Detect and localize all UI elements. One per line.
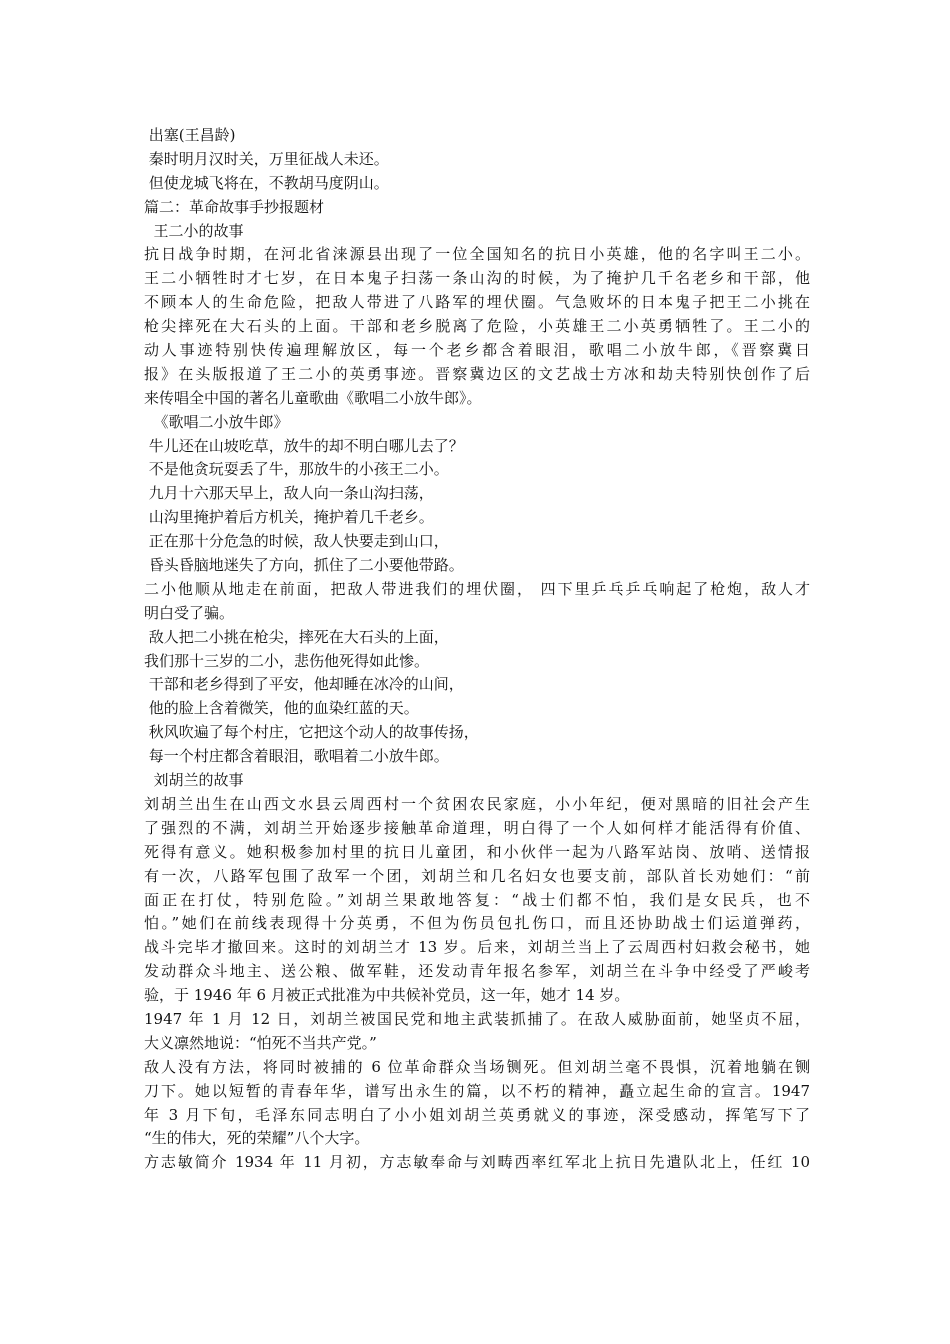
text-line: 敌人没有方法，将同时被捕的 6 位革命群众当场铡死。但刘胡兰毫不畏惧，沉着地躺在铡 bbox=[144, 1057, 810, 1076]
story-title: 刘胡兰的故事 bbox=[144, 771, 244, 790]
text-line: 抗日战争时期，在河北省涞源县出现了一位全国知名的抗日小英雄，他的名字叫王二小。 bbox=[144, 245, 810, 264]
text-line: 秋风吹遍了每个村庄，它把这个动人的故事传扬， bbox=[144, 723, 479, 742]
text-line: 有一次，八路军包围了敌军一个团，刘胡兰和几名妇女也要支前，部队首长劝她们：“前 bbox=[144, 866, 810, 885]
text-line: 刘胡兰出生在山西文水县云周西村一个贫困农民家庭，小小年纪，便对黑暗的旧社会产生 bbox=[144, 794, 810, 813]
text-line: 我们那十三岁的二小，悲伤他死得如此惨。 bbox=[144, 651, 430, 670]
text-line: 大义凛然地说：“怕死不当共产党。” bbox=[144, 1033, 377, 1052]
text-line: 敌人把二小挑在枪尖，摔死在大石头的上面， bbox=[144, 627, 449, 646]
text-line: 正在那十分危急的时候，敌人快要走到山口， bbox=[144, 532, 449, 551]
text-line: 1947 年 1 月 12 日，刘胡兰被国民党和地主武装抓捕了。在敌人威胁面前，她坚贞不屈， bbox=[144, 1009, 810, 1028]
text-line: 报》在头版报道了王二小的英勇事迹。晋察冀边区的文艺战士方冰和劫夫特别快创作了后 bbox=[144, 364, 810, 383]
text-line: 但使龙城飞将在，不教胡马度阴山。 bbox=[144, 173, 389, 192]
document-body bbox=[144, 124, 810, 1175]
text-line: 秦时明月汉时关，万里征战人未还。 bbox=[144, 149, 389, 168]
text-line: 二小他顺从地走在前面，把敌人带进我们的埋伏圈， 四下里乒乓乒乓响起了枪炮，敌人才 bbox=[144, 579, 810, 598]
text-line: “生的伟大，死的荣耀”八个大字。 bbox=[144, 1129, 370, 1148]
text-line: 他的脸上含着微笑，他的血染红蓝的天。 bbox=[144, 699, 419, 718]
text-line: 死得有意义。她积极参加村里的抗日儿童团，和小伙伴一起为八路军站岗、放哨、送情报 bbox=[144, 842, 810, 861]
story-title: 王二小的故事 bbox=[144, 221, 244, 240]
text-line: 枪尖摔死在大石头的上面。干部和老乡脱离了危险，小英雄王二小英勇牺牲了。王二小的 bbox=[144, 317, 810, 336]
text-line: 出塞(王昌龄) bbox=[144, 126, 236, 144]
text-line: 刀下。她以短暂的青春年华，谱写出永生的篇，以不朽的精神，矗立起生命的宣言。1947 bbox=[144, 1081, 810, 1100]
text-line: 方志敏简介 1934 年 11 月初，方志敏奉命与刘畴西率红军北上抗日先遣队北上，任红 10 bbox=[144, 1153, 810, 1172]
text-line: 了强烈的不满，刘胡兰开始逐步接触革命道理，明白得了一个人如何样才能活得有价值、 bbox=[144, 818, 810, 837]
text-line: 战斗完毕才撤回来。这时的刘胡兰才 13 岁。后来，刘胡兰当上了云周西村妇救会秘书，她 bbox=[144, 938, 810, 957]
text-line: 山沟里掩护着后方机关，掩护着几千老乡。 bbox=[144, 508, 434, 527]
text-line: 干部和老乡得到了平安，他却睡在冰冷的山间， bbox=[144, 675, 464, 694]
text-line: 牛儿还在山坡吃草，放牛的却不明白哪儿去了？ bbox=[144, 436, 464, 455]
text-line: 动人事迹特别快传遍理解放区，每一个老乡都含着眼泪，歌唱二小放牛郎，《晋察冀日 bbox=[144, 341, 810, 360]
text-line: 来传唱全中国的著名儿童歌曲《歌唱二小放牛郎》。 bbox=[144, 388, 482, 407]
text-line: 明白受了骗。 bbox=[144, 603, 235, 622]
text-line: 九月十六那天早上，敌人向一条山沟扫荡， bbox=[144, 484, 434, 503]
text-line: 验，于 1946 年 6 月被正式批准为中共候补党员，这一年，她才 14 岁。 bbox=[144, 986, 630, 1005]
text-line: 年 3 月下旬，毛泽东同志明白了小小姐刘胡兰英勇就义的事迹，深受感动，挥笔写下了 bbox=[144, 1105, 810, 1124]
text-line: 发动群众斗地主、送公粮、做军鞋，还发动青年报名参军，刘胡兰在斗争中经受了严峻考 bbox=[144, 962, 810, 981]
song-title: 《歌唱二小放牛郎》 bbox=[144, 412, 289, 431]
text-line: 每一个村庄都含着眼泪，歌唱着二小放牛郎。 bbox=[144, 747, 449, 766]
text-line: 面正在打仗，特别危险。”刘胡兰果敢地答复：“战士们都不怕，我们是女民兵，也不 bbox=[144, 890, 810, 909]
text-line: 昏头昏脑地迷失了方向，抓住了二小要他带路。 bbox=[144, 556, 464, 575]
text-line: 怕。”她们在前线表现得十分英勇，不但为伤员包扎伤口，而且还协助战士们运道弹药， bbox=[144, 914, 810, 933]
text-line: 不是他贪玩耍丢了牛，那放牛的小孩王二小。 bbox=[144, 460, 449, 479]
text-line: 王二小牺牲时才七岁，在日本鬼子扫荡一条山沟的时候，为了掩护几千名老乡和干部，他 bbox=[144, 269, 810, 288]
text-line: 不顾本人的生命危险，把敌人带进了八路军的埋伏圈。气急败坏的日本鬼子把王二小挑在 bbox=[144, 293, 810, 312]
section-heading: 篇二：革命故事手抄报题材 bbox=[144, 197, 325, 216]
